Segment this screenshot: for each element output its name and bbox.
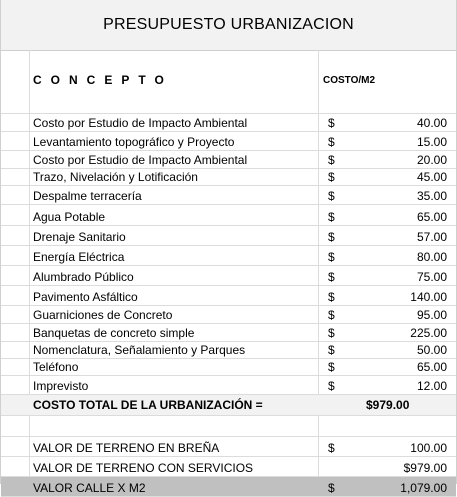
item-label: Drenaje Sanitario	[33, 230, 126, 244]
currency-sign: $	[328, 270, 335, 284]
currency-sign: $	[328, 116, 335, 130]
item-value: 15.00	[416, 135, 447, 149]
item-value: 50.00	[416, 343, 447, 357]
item-label: Levantamiento topográfico y Proyecto	[33, 135, 235, 149]
item-value: 65.00	[416, 210, 447, 224]
item-value: 140.00	[410, 290, 447, 304]
items-table	[1, 114, 456, 395]
land-value-table	[1, 437, 456, 497]
land-label: VALOR DE TERRENO CON SERVICIOS	[33, 461, 254, 475]
item-label: Despalme terracería	[33, 189, 142, 203]
currency-sign: $	[328, 210, 335, 224]
currency-sign: $	[328, 326, 335, 340]
currency-sign: $	[328, 153, 335, 167]
table-row	[1, 477, 456, 497]
item-label: Pavimento Asfáltico	[33, 290, 138, 304]
column-header-row	[1, 51, 456, 114]
table-row	[1, 342, 456, 359]
currency-sign: $	[328, 379, 335, 393]
table-row	[1, 457, 456, 477]
item-value: 40.00	[416, 116, 447, 130]
item-label: Trazo, Nivelación y Lotificación	[33, 170, 198, 184]
table-row	[1, 266, 456, 286]
item-value: 57.00	[416, 230, 447, 244]
currency-sign: $	[328, 441, 335, 455]
currency-sign: $	[328, 481, 335, 495]
land-value: 1,079.00	[400, 481, 447, 495]
land-value: $979.00	[403, 461, 447, 475]
item-label: Agua Potable	[33, 210, 106, 224]
land-value: 100.00	[410, 441, 447, 455]
table-row	[1, 132, 456, 151]
table-row	[1, 114, 456, 132]
currency-sign: $	[328, 308, 335, 322]
total-value: $979.00	[366, 398, 410, 412]
item-label: Banquetas de concreto simple	[33, 326, 195, 340]
currency-sign: $	[328, 250, 335, 264]
item-value: 80.00	[416, 250, 447, 264]
item-label: Costo por Estudio de Impacto Ambiental	[33, 153, 248, 167]
item-label: Energía Eléctrica	[33, 250, 125, 264]
item-label: Nomenclatura, Señalamiento y Parques	[33, 343, 246, 357]
item-value: 45.00	[416, 170, 447, 184]
item-label: Costo por Estudio de Impacto Ambiental	[33, 116, 248, 130]
item-value: 225.00	[410, 326, 447, 340]
table-row	[1, 306, 456, 324]
table-row	[1, 169, 456, 186]
currency-sign: $	[328, 230, 335, 244]
item-value: 65.00	[416, 360, 447, 374]
table-row	[1, 286, 456, 306]
table-row	[1, 324, 456, 342]
table-row	[1, 359, 456, 376]
item-value: 95.00	[416, 308, 447, 322]
land-label: VALOR CALLE X M2	[33, 481, 146, 495]
item-value: 35.00	[416, 189, 447, 203]
item-label: Guarniciones de Concreto	[33, 308, 173, 322]
table-row	[1, 186, 456, 205]
total-label: COSTO TOTAL DE LA URBANIZACIÓN =	[33, 398, 263, 412]
title-text: PRESUPUESTO URBANIZACION	[103, 16, 354, 33]
item-value: 75.00	[416, 270, 447, 284]
currency-sign: $	[328, 343, 335, 357]
land-label: VALOR DE TERRENO EN BREÑA	[33, 441, 220, 455]
currency-sign: $	[328, 360, 335, 374]
item-value: 20.00	[416, 153, 447, 167]
table-row	[1, 205, 456, 226]
sheet-title	[1, 0, 456, 51]
item-value: 12.00	[416, 379, 447, 393]
total-row	[1, 395, 456, 416]
spacer-row	[1, 416, 456, 437]
table-row	[1, 151, 456, 169]
table-row	[1, 226, 456, 246]
item-label: Imprevisto	[33, 379, 89, 393]
table-row	[1, 246, 456, 266]
currency-sign: $	[328, 170, 335, 184]
cost-header: COSTO/M2	[323, 75, 376, 86]
item-label: Alumbrado Público	[33, 270, 134, 284]
table-row	[1, 437, 456, 457]
currency-sign: $	[328, 189, 335, 203]
concept-header: CONCEPTO	[33, 73, 173, 87]
currency-sign: $	[328, 290, 335, 304]
currency-sign: $	[328, 135, 335, 149]
item-label: Teléfono	[33, 360, 79, 374]
table-row	[1, 376, 456, 395]
